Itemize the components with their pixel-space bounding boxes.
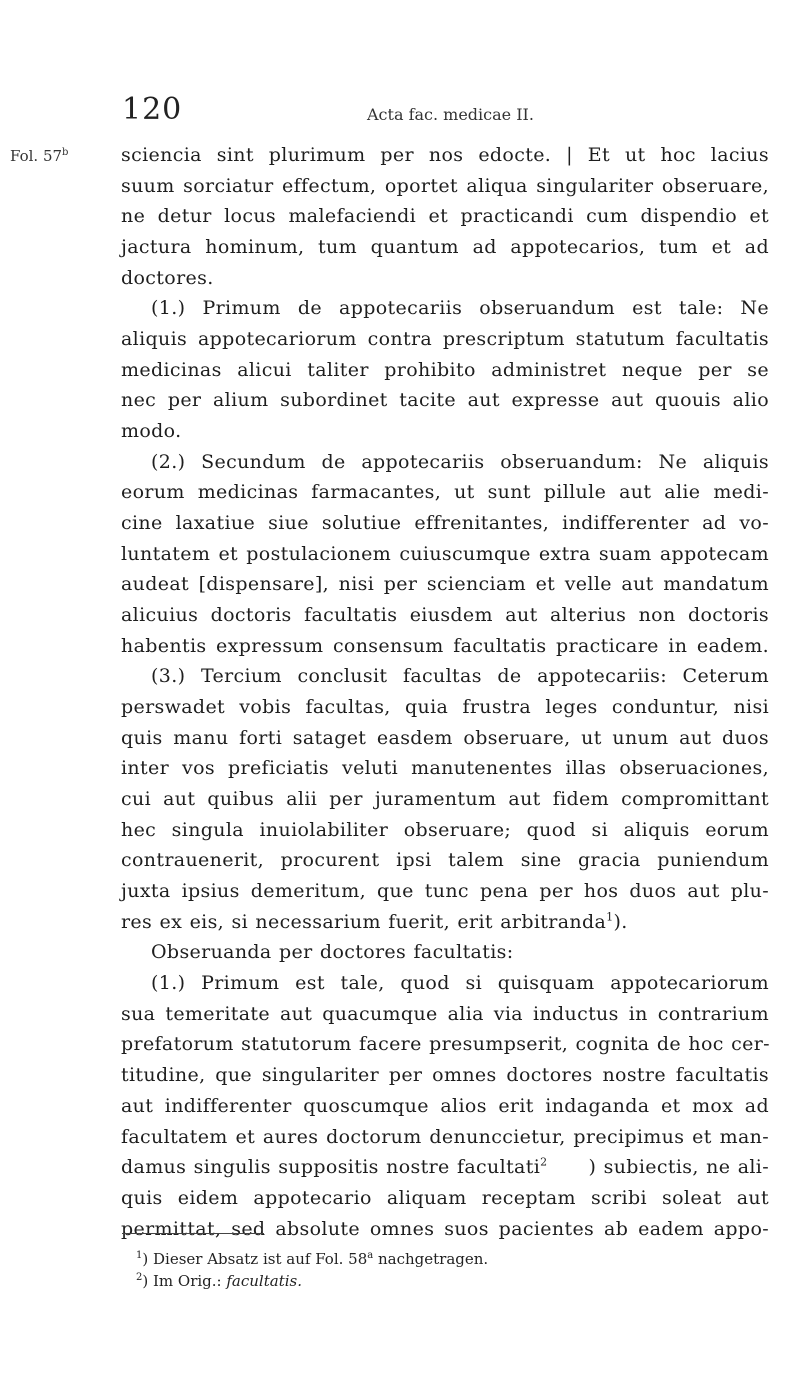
text-line: prefatorum statutorum facere presumpserit, cognita de hoc cer- <box>121 1033 770 1056</box>
footnote-text: ) Im Orig.: <box>142 1272 227 1290</box>
text-line: (1.) Primum est tale, quod si quisquam appotecariorum <box>151 972 769 995</box>
text-line: audeat [dispensare], nisi per scienciam et velle aut mandatum <box>121 573 769 596</box>
footnote-1 <box>136 1248 488 1270</box>
text-line: nec per alium subordinet tacite aut expresse aut quouis alio <box>121 389 769 412</box>
text-line: facultatem et aures doctorum denunccietur, precipimus et man- <box>121 1125 769 1148</box>
line-text: damus singulis suppositis nostre facultati <box>121 1156 541 1179</box>
text-line: (3.) Tercium conclusit facultas de appotecariis: Ceterum <box>151 665 769 688</box>
text-line: hec singula inuiolabiliter obseruare; quod si aliquis eorum <box>121 818 769 841</box>
text-line: contrauenerit, procurent ipsi talem sine gracia puniendum <box>121 849 769 872</box>
text-line: medicinas alicui taliter prohibito administret neque per se <box>121 358 769 381</box>
text-line: luntatem et postulacionem cuiuscumque extra suam appotecam <box>121 542 769 565</box>
section-heading: Obseruanda per doctores facultatis: <box>151 941 514 964</box>
text-line: jactura hominum, tum quantum ad appotecarios, tum et ad <box>121 236 769 259</box>
text-line <box>121 907 769 938</box>
text-line: cui aut quibus alii per juramentum aut fidem compromittant <box>121 788 769 811</box>
folio-margin-note <box>10 147 68 165</box>
text-line: inter vos preficiatis veluti manutenentes illas obseruaciones, <box>121 757 769 780</box>
text-line: aut indifferenter quoscumque alios erit indaganda et mox ad <box>121 1094 769 1117</box>
footnote-text: ) Dieser Absatz ist auf Fol. 58 <box>142 1250 368 1268</box>
text-line: (2.) Secundum de appotecariis obseruandum: Ne aliquis <box>151 450 769 473</box>
footnote-mark: 1 <box>136 1250 143 1261</box>
footnote-rule <box>122 1233 264 1234</box>
footnote-sup: a <box>367 1250 374 1261</box>
line-text-end: ). <box>613 910 628 933</box>
footnote-text-end: nachgetragen. <box>373 1250 489 1268</box>
text-line: modo. <box>121 420 182 443</box>
footnote-italic: facultatis. <box>226 1272 302 1290</box>
footnote-ref: 1 <box>606 910 614 924</box>
text-line: eorum medicinas farmacantes, ut sunt pillule aut alie medi- <box>121 481 769 504</box>
text-line <box>121 1152 769 1183</box>
text-line: suum sorciatur effectum, oportet aliqua singulariter obseruare, <box>121 174 769 197</box>
page-header <box>0 92 800 132</box>
folio-side: b <box>62 147 69 158</box>
text-line: quis eidem appotecario aliquam receptam scribi soleat aut <box>121 1186 769 1209</box>
text-line: quis manu forti sataget easdem obseruare, ut unum aut duos <box>121 726 769 749</box>
text-line: sua temeritate aut quacumque alia via inductus in contrarium <box>121 1002 769 1025</box>
text-line: ne detur locus malefaciendi et practicandi cum dispendio et <box>121 205 769 228</box>
page-number: 120 <box>122 92 183 127</box>
text-line: alicuius doctoris facultatis eiusdem aut alterius non doctoris <box>121 604 769 627</box>
text-line: cine laxatiue siue solutiue effrenitantes, indifferenter ad vo- <box>121 512 769 535</box>
text-line: titudine, que singulariter per omnes doctores nostre facultatis <box>121 1064 769 1087</box>
line-text: res ex eis, si necessarium fuerit, erit arbitranda <box>121 910 607 933</box>
text-line: habentis expressum consensum facultatis practicare in eadem. <box>121 634 769 657</box>
text-line: perswadet vobis facultas, quia frustra leges conduntur, nisi <box>121 696 769 719</box>
footnote-ref: 2 <box>540 1155 548 1169</box>
text-line: sciencia sint plurimum per nos edocte. | Et ut hoc lacius <box>121 144 769 166</box>
footnotes <box>136 1248 488 1292</box>
footnote-mark: 2 <box>136 1272 143 1283</box>
text-line: juxta ipsius demeritum, que tunc pena per hos duos aut plu- <box>121 880 769 903</box>
text-line: doctores. <box>121 266 214 289</box>
footnote-2 <box>136 1270 488 1292</box>
line-text-end: ) subiectis, ne ali- <box>588 1156 769 1179</box>
text-line: (1.) Primum de appotecariis obseruandum est tale: Ne <box>151 297 769 320</box>
text-line: permittat, sed absolute omnes suos pacientes ab eadem appo- <box>121 1217 769 1240</box>
running-title: Acta fac. medicae II. <box>367 105 534 124</box>
main-text <box>121 140 769 1244</box>
text-line: aliquis appotecariorum contra prescriptum statutum facultatis <box>121 328 769 351</box>
folio-label: Fol. 57 <box>10 147 63 165</box>
